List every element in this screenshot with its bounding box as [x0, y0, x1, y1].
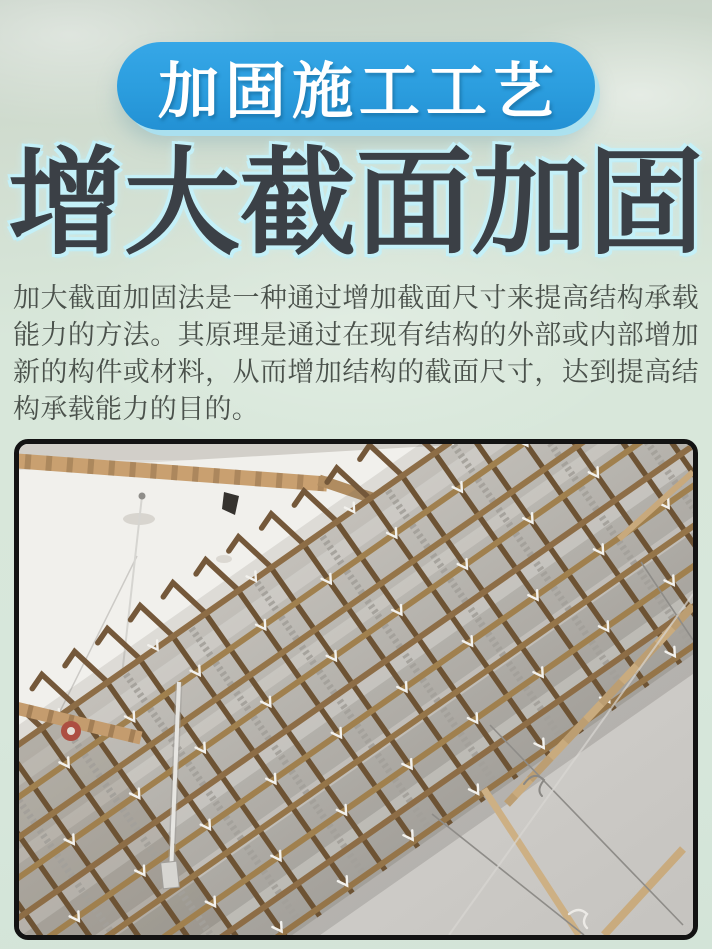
construction-photo: [14, 439, 698, 940]
intro-paragraph: 加大截面加固法是一种通过增加截面尺寸来提高结构承载能力的方法。其原理是通过在现有结构的外部或内部增加新的构件或材料，从而增加结构的截面尺寸，达到提高结构承载能力的目的。: [13, 283, 699, 424]
process-badge-label: 加固施工工艺: [157, 56, 560, 125]
construction-photo-illustration: [19, 444, 693, 935]
process-badge: [117, 42, 595, 130]
page-title: 增大截面加固: [8, 138, 704, 268]
